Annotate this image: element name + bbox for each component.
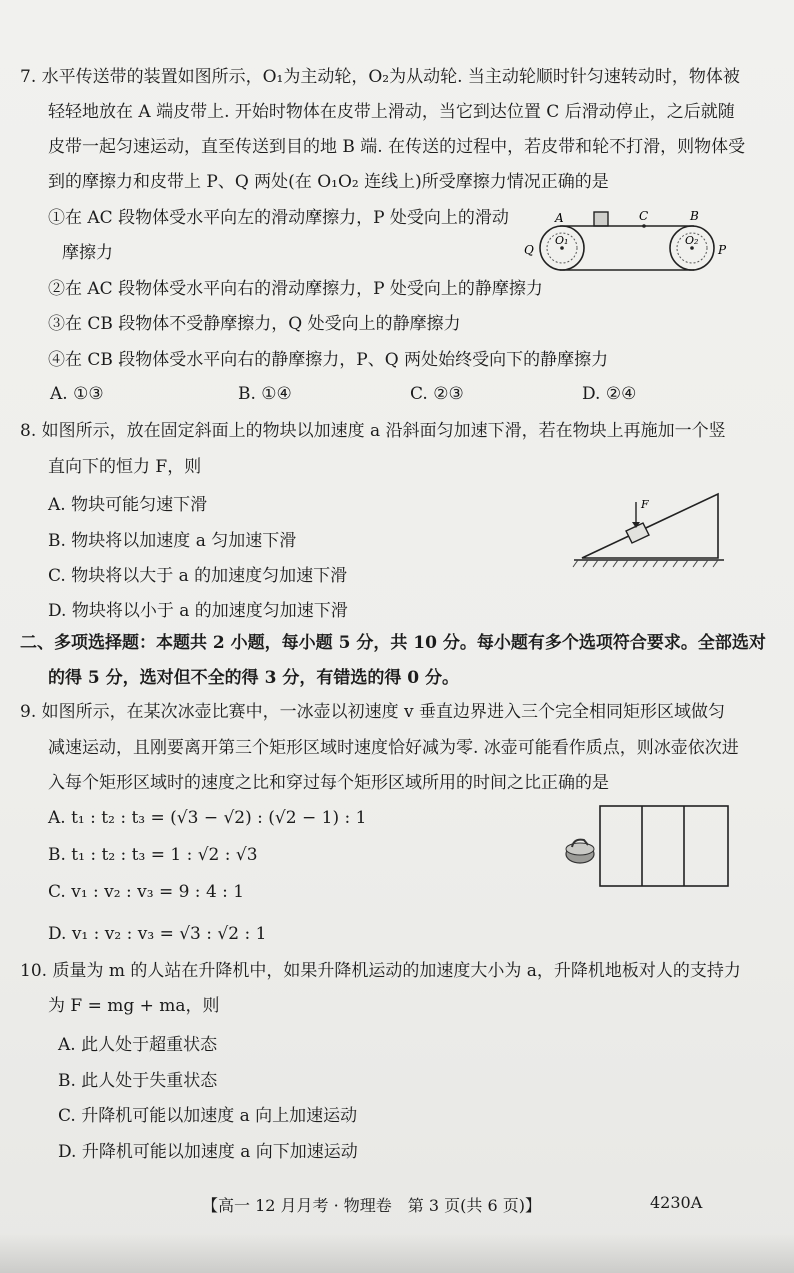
- q8-option-c[interactable]: C. 物块将以大于 a 的加速度匀加速下滑: [48, 566, 348, 586]
- q7-option-a[interactable]: A. ①③: [50, 384, 104, 404]
- q10-option-b[interactable]: B. 此人处于失重状态: [58, 1071, 218, 1091]
- q8-option-d[interactable]: D. 物块将以小于 a 的加速度匀加速下滑: [48, 601, 348, 621]
- q9-stem-line-2: 减速运动，且刚要离开第三个矩形区域时速度恰好减为零. 冰壶可能看作质点，则冰壶依次进: [48, 738, 739, 758]
- q7-stem-line-2: 轻轻地放在 A 端皮带上. 开始时物体在皮带上滑动，当它到达位置 C 后滑动停止，之后就随: [48, 102, 735, 122]
- page-footer: 【高一 12 月月考 · 物理卷 第 3 页(共 6 页)】: [202, 1196, 541, 1215]
- page-bottom-shadow: [0, 1233, 794, 1273]
- q8-option-b[interactable]: B. 物块将以加速度 a 匀加速下滑: [48, 531, 297, 551]
- label-o1: O₁: [555, 234, 569, 247]
- section-2-heading: 二、多项选择题：本题共 2 小题，每小题 5 分，共 10 分。每小题有多个选项符合要求。全部选对: [20, 633, 766, 653]
- q7-option-b[interactable]: B. ①④: [238, 384, 292, 404]
- q7-statement-1-cont: 摩擦力: [62, 243, 113, 263]
- q7-statement-3: ③在 CB 段物体不受静摩擦力，Q 处受向上的静摩擦力: [48, 314, 461, 334]
- q10-option-c[interactable]: C. 升降机可能以加速度 a 向上加速运动: [58, 1106, 358, 1126]
- q9-stem-line-3: 入每个矩形区域时的速度之比和穿过每个矩形区域所用的时间之比正确的是: [48, 773, 609, 793]
- q8-stem-line-1: 8. 如图所示，放在固定斜面上的物块以加速度 a 沿斜面匀加速下滑，若在物块上再施加一个竖: [20, 421, 726, 441]
- label-b: B: [690, 209, 699, 223]
- q7-statement-1: ①在 AC 段物体受水平向左的滑动摩擦力，P 处受向上的滑动: [48, 208, 509, 228]
- q7-stem-line-3: 皮带一起匀速运动，直至传送到目的地 B 端. 在传送的过程中，若皮带和轮不打滑，则物体受: [48, 137, 746, 157]
- q9-option-a[interactable]: A. t₁ : t₂ : t₃ = (√3 − √2) : (√2 − 1) : 1: [48, 808, 367, 828]
- label-c: C: [639, 209, 649, 223]
- label-q: Q: [524, 243, 534, 257]
- label-p: P: [718, 243, 727, 257]
- q7-statement-4: ④在 CB 段物体受水平向右的静摩擦力，P、Q 两处始终受向下的静摩擦力: [48, 350, 609, 370]
- q7-statement-2: ②在 AC 段物体受水平向右的滑动摩擦力，P 处受向上的静摩擦力: [48, 279, 543, 299]
- q10-option-a[interactable]: A. 此人处于超重状态: [58, 1035, 218, 1055]
- label-a: A: [555, 211, 564, 225]
- q10-option-d[interactable]: D. 升降机可能以加速度 a 向下加速运动: [58, 1142, 358, 1162]
- label-f: F: [641, 498, 649, 511]
- conveyor-belt-diagram: [522, 200, 732, 280]
- q7-stem-line-4: 到的摩擦力和皮带上 P、Q 两处(在 O₁O₂ 连线上)所受摩擦力情况正确的是: [48, 172, 609, 192]
- q9-option-b[interactable]: B. t₁ : t₂ : t₃ = 1 : √2 : √3: [48, 845, 258, 865]
- q7-option-d[interactable]: D. ②④: [582, 384, 637, 404]
- q7-stem-line-1: 7. 水平传送带的装置如图所示，O₁为主动轮，O₂为从动轮. 当主动轮顺时针匀速转动时，物体被: [20, 67, 740, 87]
- curling-stone-icon: [566, 840, 594, 863]
- label-o2: O₂: [685, 234, 699, 247]
- q8-option-a[interactable]: A. 物块可能匀速下滑: [48, 495, 208, 515]
- q10-stem-line-2: 为 F = mg + ma，则: [48, 996, 220, 1016]
- q9-option-d[interactable]: D. v₁ : v₂ : v₃ = √3 : √2 : 1: [48, 924, 267, 944]
- q9-option-c[interactable]: C. v₁ : v₂ : v₃ = 9 : 4 : 1: [48, 882, 245, 902]
- incline-diagram: [570, 490, 730, 572]
- q10-stem-line-1: 10. 质量为 m 的人站在升降机中，如果升降机运动的加速度大小为 a，升降机地板对人的支持力: [20, 961, 741, 981]
- paper-code: 4230A: [650, 1193, 703, 1212]
- section-2-heading-cont: 的得 5 分，选对但不全的得 3 分，有错选的得 0 分。: [48, 668, 459, 688]
- q9-stem-line-1: 9. 如图所示，在某次冰壶比赛中，一冰壶以初速度 v 垂直边界进入三个完全相同矩形区域做匀: [20, 702, 726, 722]
- curling-regions-diagram: [562, 804, 732, 890]
- q7-option-c[interactable]: C. ②③: [410, 384, 464, 404]
- q8-stem-line-2: 直向下的恒力 F，则: [48, 457, 202, 477]
